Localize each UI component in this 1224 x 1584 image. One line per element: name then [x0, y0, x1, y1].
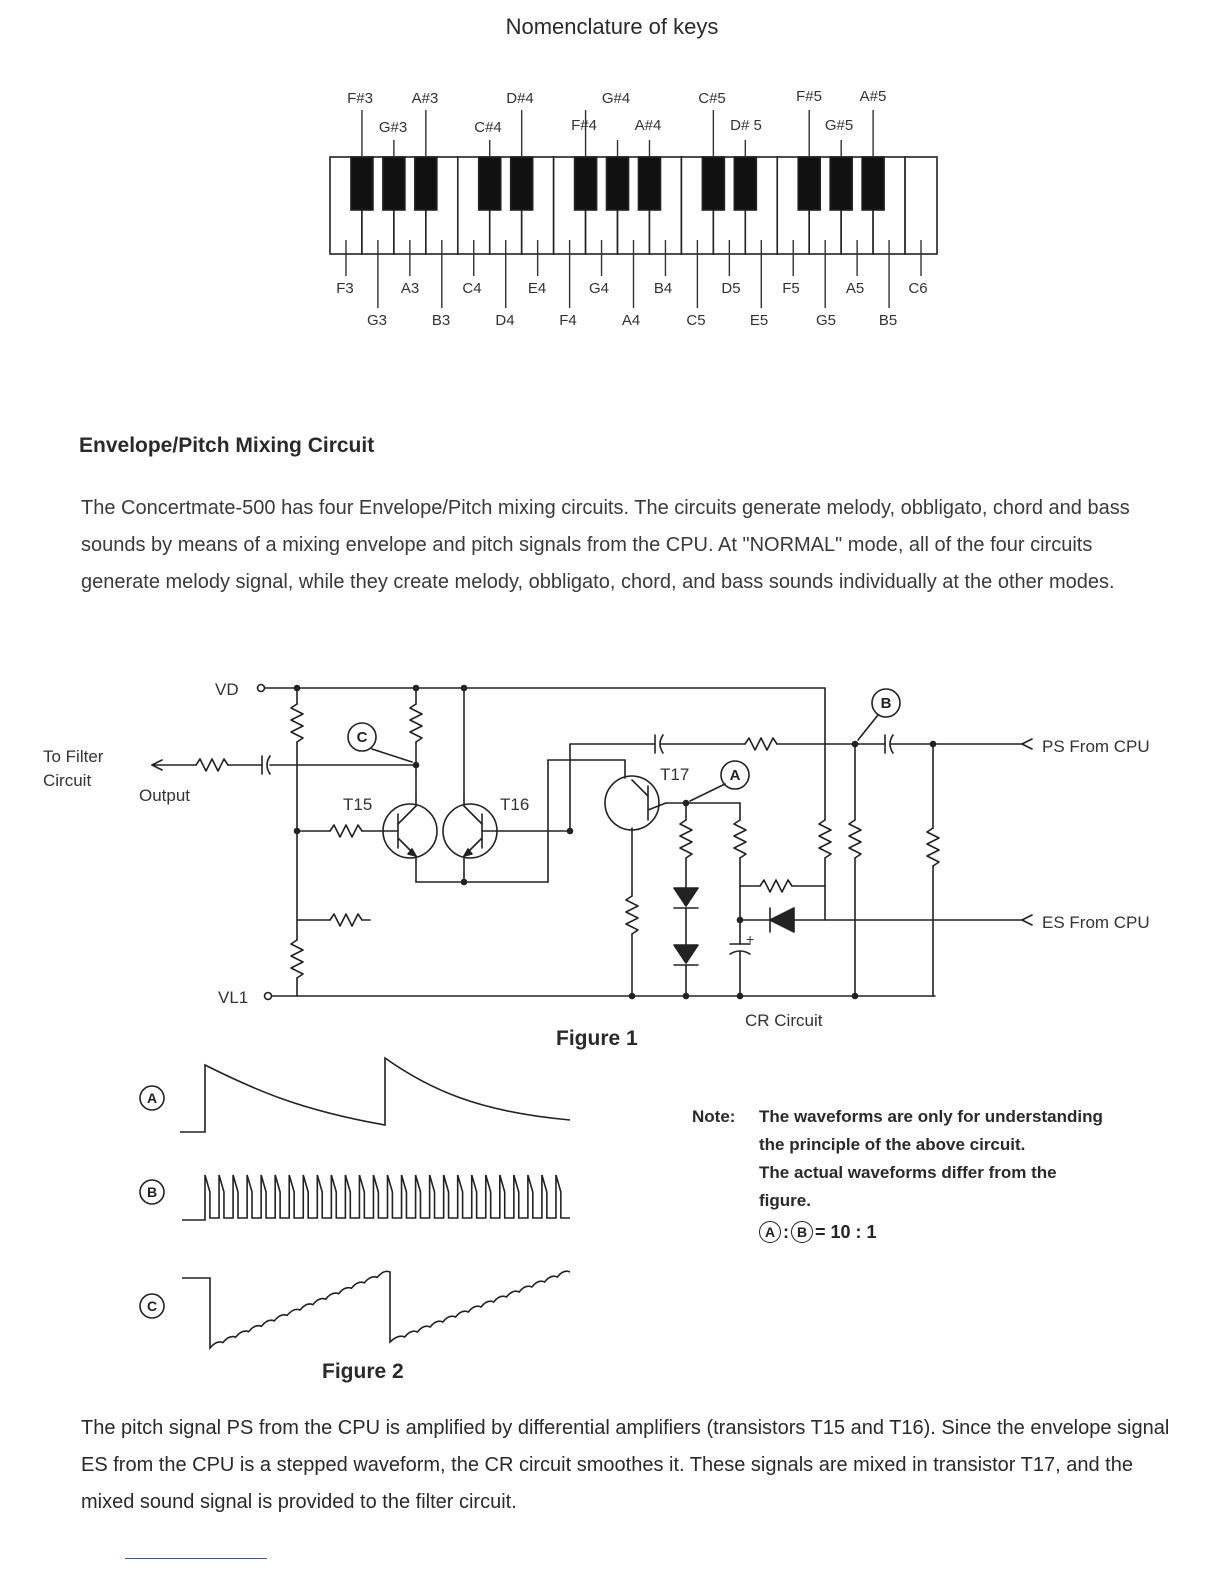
- resistor-r2: [291, 940, 303, 978]
- key-label-f5: F5: [782, 280, 800, 297]
- key-label-d#4: D#4: [506, 90, 534, 107]
- key-label-c5: C5: [686, 312, 706, 329]
- waveform-b: [182, 1175, 570, 1220]
- key-label-c4: C4: [462, 280, 482, 297]
- key-label-b4: B4: [653, 280, 673, 297]
- ratio-b-marker: B: [791, 1221, 813, 1243]
- black-key: [607, 157, 629, 210]
- label-cr: CR Circuit: [745, 1011, 823, 1030]
- label-ps: PS From CPU: [1042, 737, 1150, 756]
- label-t16: T16: [500, 795, 530, 814]
- resistor-r3: [819, 820, 831, 858]
- waveform-a: [180, 1058, 570, 1132]
- resistor-rd: [680, 820, 692, 858]
- black-key: [734, 157, 756, 210]
- resistor-r4: [849, 820, 861, 858]
- wave-c-marker: C: [146, 1298, 158, 1314]
- resistor-r1: [291, 704, 303, 742]
- waveform-c: [182, 1271, 570, 1348]
- black-key: [830, 157, 852, 210]
- resistor-rb15: [330, 825, 362, 837]
- black-key: [575, 157, 597, 210]
- wave-b-marker: B: [146, 1184, 158, 1200]
- ratio-separator: :: [783, 1221, 789, 1242]
- black-key: [702, 157, 724, 210]
- key-label-g3: G3: [366, 312, 388, 329]
- marker-a: A: [729, 767, 741, 784]
- note-line: The waveforms are only for understanding: [759, 1107, 1103, 1126]
- resistor-re17: [626, 896, 638, 934]
- label-t15: T15: [343, 795, 373, 814]
- resistor-cr2: [760, 880, 792, 892]
- note-text: [759, 1103, 1179, 1215]
- resistor-cr: [734, 820, 746, 858]
- black-key: [351, 157, 373, 210]
- black-key: [479, 157, 501, 210]
- key-label-e5: E5: [749, 312, 769, 329]
- black-key: [798, 157, 820, 210]
- note-line: the principle of the above circuit.: [759, 1135, 1026, 1154]
- ratio-a-marker: A: [759, 1221, 781, 1243]
- black-key: [638, 157, 660, 210]
- key-label-a5: A5: [845, 280, 865, 297]
- label-vd: VD: [215, 680, 239, 699]
- key-label-b5: B5: [878, 312, 898, 329]
- black-key: [862, 157, 884, 210]
- key-label-f#5: F#5: [796, 88, 822, 105]
- note-line: The actual waveforms differ from the: [759, 1163, 1057, 1182]
- resistor-ps: [745, 738, 777, 750]
- resistor-output: [196, 759, 228, 771]
- key-label-e4: E4: [527, 280, 547, 297]
- key-label-c#4: C#4: [474, 119, 502, 136]
- label-plus: +: [746, 931, 755, 947]
- white-key: [905, 157, 937, 254]
- key-label-d5: D5: [721, 280, 741, 297]
- figure1-caption: Figure 1: [556, 1027, 638, 1050]
- marker-c: C: [356, 729, 368, 746]
- label-output: Output: [139, 786, 191, 805]
- key-label-a3: A3: [400, 280, 420, 297]
- key-label-a#4: A#4: [634, 117, 662, 134]
- key-label-b3: B3: [431, 312, 451, 329]
- figure2-caption: Figure 2: [322, 1360, 404, 1383]
- diode-2: [674, 945, 698, 963]
- key-label-g5: G5: [815, 312, 837, 329]
- key-label-f3: F3: [336, 280, 354, 297]
- black-key: [383, 157, 405, 210]
- footnote-rule: [125, 1558, 267, 1559]
- resistor-rc15: [410, 704, 422, 742]
- label-t17: T17: [660, 765, 690, 784]
- key-label-d#5: D# 5: [730, 117, 762, 134]
- black-key: [415, 157, 437, 210]
- key-label-a#3: A#3: [411, 90, 439, 107]
- key-label-a4: A4: [621, 312, 641, 329]
- ratio-value: = 10 : 1: [815, 1221, 877, 1242]
- key-label-f4: F4: [559, 312, 577, 329]
- note-line: figure.: [759, 1191, 811, 1210]
- figure2-waveforms: [0, 1050, 640, 1360]
- key-label-g#4: G#4: [601, 90, 631, 107]
- intro-paragraph: The Concertmate-500 has four Envelope/Pitch mixing circuits. The circuits generate melody, obbligato, chord and bass sounds by means of a mixing envelope and pitch signals from the CPU. At "NORMAL" mode, all of the four circuits generate melody signal, while they create melody, obbligato, chord, and bass sounds individually at the other modes.: [81, 497, 1130, 593]
- diode-1: [674, 888, 698, 906]
- wave-a-marker: A: [146, 1090, 158, 1106]
- keyboard-diagram: [0, 0, 1224, 340]
- transistor-t17: [605, 776, 659, 830]
- key-label-c6: C6: [908, 280, 928, 297]
- key-label-g4: G4: [588, 280, 610, 297]
- resistor-r5: [927, 828, 939, 866]
- label-to-filter: To Filter: [43, 747, 104, 766]
- key-label-f#4: F#4: [571, 117, 597, 134]
- body-paragraph: The pitch signal PS from the CPU is amplified by differential amplifiers (transistors T15 and T16). Since the envelope signal ES from the CPU is a stepped waveform, the CR circuit smoothes it. These signals are mixed in transistor T17, and the mixed sound signal is provided to the filter circuit.: [81, 1417, 1170, 1513]
- figure1-circuit: [0, 660, 1224, 1030]
- key-label-c#5: C#5: [698, 90, 726, 107]
- marker-b: B: [880, 695, 892, 712]
- label-es: ES From CPU: [1042, 913, 1150, 932]
- key-label-a#5: A#5: [859, 88, 887, 105]
- diode-es: [770, 908, 794, 932]
- key-label-g#5: G#5: [824, 117, 854, 134]
- label-circuit: Circuit: [43, 771, 92, 790]
- note-label: Note:: [692, 1107, 736, 1126]
- keyboard-title: Nomenclature of keys: [505, 14, 719, 39]
- key-label-f#3: F#3: [347, 90, 373, 107]
- resistor-rb-bias: [330, 914, 362, 926]
- ratio-line: [759, 1221, 877, 1243]
- black-key: [511, 157, 533, 210]
- key-label-d4: D4: [495, 312, 515, 329]
- section-heading: Envelope/Pitch Mixing Circuit: [79, 434, 375, 457]
- label-vl1: VL1: [218, 988, 249, 1007]
- key-label-g#3: G#3: [378, 119, 408, 136]
